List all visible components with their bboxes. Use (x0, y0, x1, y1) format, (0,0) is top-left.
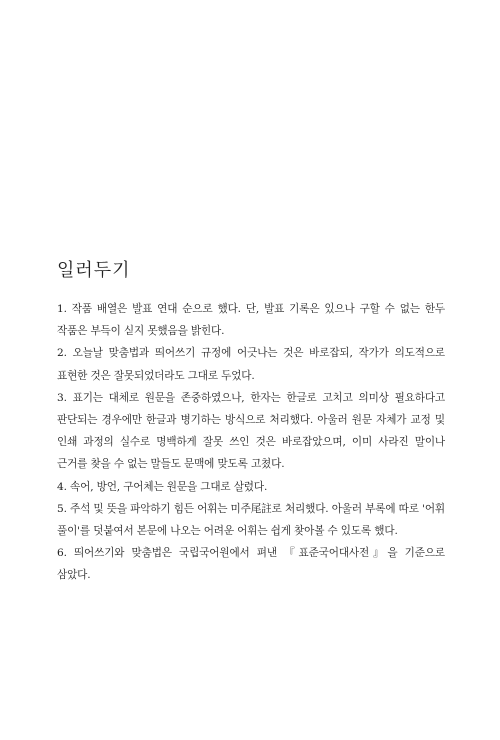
note-item-4: 4. 속어, 방언, 구어체는 원문을 그대로 살렸다. (57, 480, 268, 493)
note-item-3: 3. 표기는 대체로 원문을 존중하였으나, 한자는 한글로 고치고 의미상 필요하다고 판단되는 경우에만 한글과 병기하는 방식으로 처리했다. 아울러 원문 자체가 교정 및 인쇄 과정의 실수로 명백하게 잘못 쓰인 것은 바로잡았으며, 이미 사라진 말이나 근거를 찾을 수 없는 말들도 문맥에 맞도록 고쳤다. (57, 391, 445, 471)
note-item-2: 2. 오늘날 맞춤법과 띄어쓰기 규정에 어긋나는 것은 바로잡되, 작가가 의도적으로 표현한 것은 잘못되었더라도 그대로 두었다. (57, 347, 445, 382)
note-item-6: 6. 띄어쓰기와 맞춤법은 국립국어원에서 펴낸 『표준국어대사전』을 기준으로 삼았다. (57, 547, 445, 582)
note-item-1: 1. 작품 배열은 발표 연대 순으로 했다. 단, 발표 기록은 있으나 구할 수 없는 한두 작품은 부득이 싣지 못했음을 밝힌다. (57, 303, 445, 338)
editorial-notes (57, 258, 445, 587)
note-item-5: 5. 주석 및 뜻을 파악하기 힘든 어휘는 미주尾註로 처리했다. 아울러 부록에 따로 '어휘 풀이'를 덧붙여서 본문에 나오는 어려운 어휘는 쉽게 찾아볼 수 있도록 했다. (57, 502, 445, 538)
notes-heading: 일러두기 (57, 260, 131, 281)
